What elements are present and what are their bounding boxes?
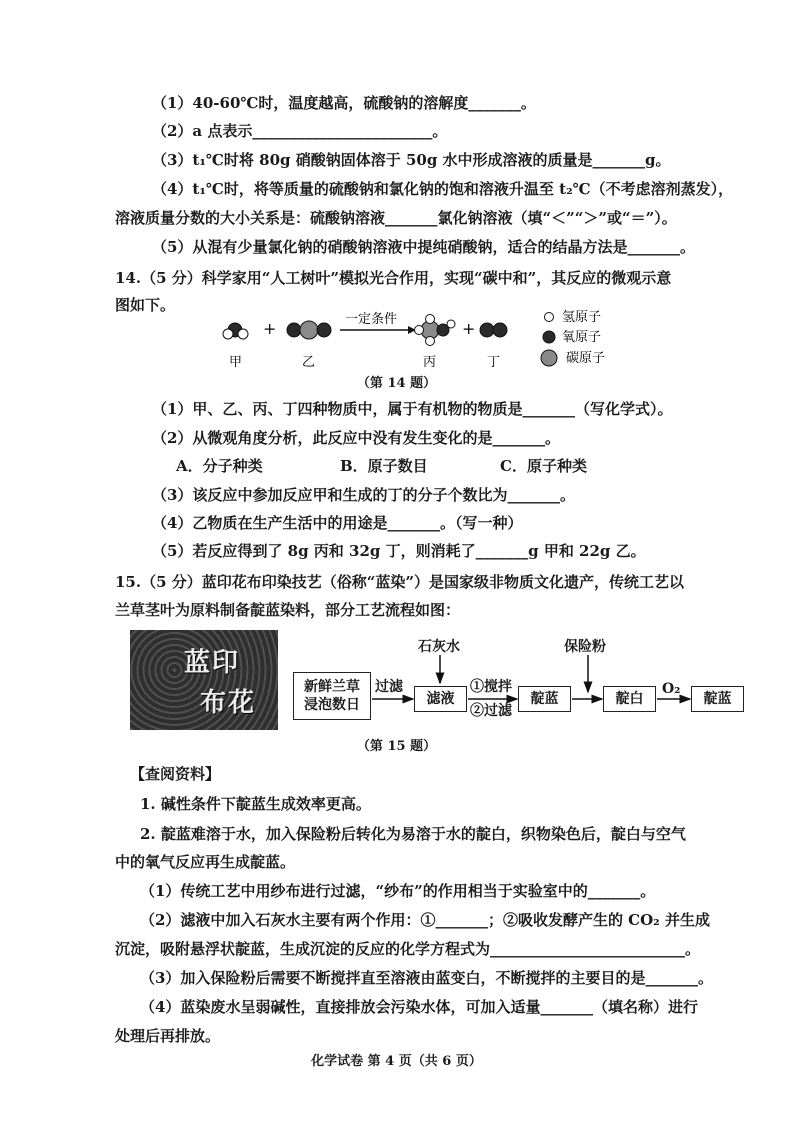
q15-stem-line2: 兰草茎叶为原料制备靛蓝染料，部分工艺流程如图： xyxy=(115,601,461,619)
q15-part4-line1: （4）蓝染废水呈弱碱性，直接排放会污染水体，可加入适量_______（填名称）进行 xyxy=(140,998,698,1016)
q14-part3: （3）该反应中参加反应甲和生成的丁的分子个数比为_______。 xyxy=(152,486,575,504)
photo-text-top: 蓝印 xyxy=(184,648,241,678)
q14-caption: （第 14 题） xyxy=(356,376,437,391)
q13-part5: （5）从混有少量氯化钠的硝酸钠溶液中提纯硝酸钠，适合的结晶方法是_______。 xyxy=(152,238,695,256)
page-footer: 化学试卷 第 4 页（共 6 页） xyxy=(311,1054,482,1069)
q15-stem-line1: 15.（5 分）蓝印花布印染技艺（俗称“蓝染”）是国家级非物质文化遗产，传统工艺以 xyxy=(115,573,685,591)
reaction-diagram xyxy=(0,300,793,380)
label-yi: 乙 xyxy=(302,355,316,370)
legend-hydrogen: 氢原子 xyxy=(562,310,602,325)
q14-part4: （4）乙物质在生产生活中的用途是_______。（写一种） xyxy=(152,514,523,532)
flow-box-fresh-grass xyxy=(293,672,371,720)
q15-part4-line2: 处理后再排放。 xyxy=(115,1027,221,1045)
legend xyxy=(541,310,605,366)
q13-part4-line2: 溶液质量分数的大小关系是：硫酸钠溶液_______氯化钠溶液（填“＜”“＞”或“＝”）。 xyxy=(115,209,677,227)
q13-part3: （3）t₁℃时将 80g 硝酸钠固体溶于 50g 水中形成溶液的质量是_______g。 xyxy=(152,151,671,169)
q14-part5: （5）若反应得到了 8g 丙和 32g 丁，则消耗了_______g 甲和 22g 乙。 xyxy=(152,542,646,560)
molecule-bing xyxy=(415,315,456,346)
flow-label-oxygen: O₂ xyxy=(662,681,681,697)
q14-part2: （2）从微观角度分析，此反应中没有发生变化的是_______。 xyxy=(152,429,560,447)
q14-stem-line1: 14.（5 分）科学家用“人工树叶”模拟光合作用，实现“碳中和”，其反应的微观示意 xyxy=(115,269,672,287)
molecule-ding xyxy=(480,323,507,337)
reaction-condition: 一定条件 xyxy=(345,312,398,327)
flow-box-fresh-grass-line2: 浸泡数日 xyxy=(304,697,360,713)
flow-box-indigo-white: 靛白 xyxy=(603,686,656,712)
label-bing: 丙 xyxy=(423,355,437,370)
q15-reference-2-line2: 中的氧气反应再生成靛蓝。 xyxy=(115,853,296,871)
q15-part1: （1）传统工艺中用纱布进行过滤，“纱布”的作用相当于实验室中的_______。 xyxy=(140,882,656,900)
plus-sign-2: + xyxy=(462,319,476,338)
flow-box-indigo-final: 靛蓝 xyxy=(691,686,744,712)
flow-label-limewater: 石灰水 xyxy=(418,639,460,655)
q15-part2-line2: 沉淀，吸附悬浮状靛蓝，生成沉淀的反应的化学方程式为__________________________。 xyxy=(115,940,701,958)
legend-oxygen-icon xyxy=(543,331,555,343)
q15-part2-line1: （2）滤液中加入石灰水主要有两个作用：①_______；②吸收发酵产生的 CO₂ 并生成 xyxy=(140,911,710,929)
flow-label-powder: 保险粉 xyxy=(564,639,606,655)
q14-part1: （1）甲、乙、丙、丁四种物质中，属于有机物的物质是_______（写化学式）。 xyxy=(152,400,673,418)
q14-stem-line2: 图如下。 xyxy=(115,296,176,314)
q15-reference-1: 1. 碱性条件下靛蓝生成效率更高。 xyxy=(140,795,371,813)
flow-label-stir: ①搅拌 xyxy=(470,679,512,695)
q14-option-b: B．原子数目 xyxy=(340,457,428,475)
flow-label-filter2: ②过滤 xyxy=(470,703,512,719)
q13-part1: （1）40-60℃时，温度越高，硫酸钠的溶解度_______。 xyxy=(152,94,536,112)
legend-hydrogen-icon xyxy=(545,313,554,322)
label-jia: 甲 xyxy=(229,355,243,370)
flow-box-filtrate: 滤液 xyxy=(414,686,467,712)
legend-oxygen: 氧原子 xyxy=(562,330,602,345)
molecule-jia xyxy=(223,323,248,339)
flow-box-fresh-grass-line1: 新鲜兰草 xyxy=(304,679,360,695)
flow-box-indigo: 靛蓝 xyxy=(518,686,571,712)
photo-text-bottom: 布花 xyxy=(200,688,257,718)
flow-label-filter: 过滤 xyxy=(375,679,403,695)
q15-caption: （第 15 题） xyxy=(356,739,437,754)
q15-reference-2-line1: 2. 靛蓝难溶于水，加入保险粉后转化为易溶于水的靛白，织物染色后，靛白与空气 xyxy=(140,825,686,843)
plus-sign-1: + xyxy=(263,319,277,338)
molecule-yi xyxy=(287,321,331,339)
q14-option-a: A．分子种类 xyxy=(176,457,263,475)
q13-part2: （2）a 点表示________________________。 xyxy=(152,122,448,140)
label-ding: 丁 xyxy=(487,355,501,370)
q14-option-c: C．原子种类 xyxy=(500,457,587,475)
legend-carbon: 碳原子 xyxy=(566,351,606,366)
q13-part4-line1: （4）t₁℃时，将等质量的硫酸钠和氯化钠的饱和溶液升温至 t₂℃（不考虑溶剂蒸发）， xyxy=(152,180,734,198)
legend-carbon-icon xyxy=(541,350,557,366)
q15-part3: （3）加入保险粉后需要不断搅拌直至溶液由蓝变白，不断搅拌的主要目的是_______。 xyxy=(140,969,713,987)
q15-reference-title: 【查阅资料】 xyxy=(130,765,221,783)
